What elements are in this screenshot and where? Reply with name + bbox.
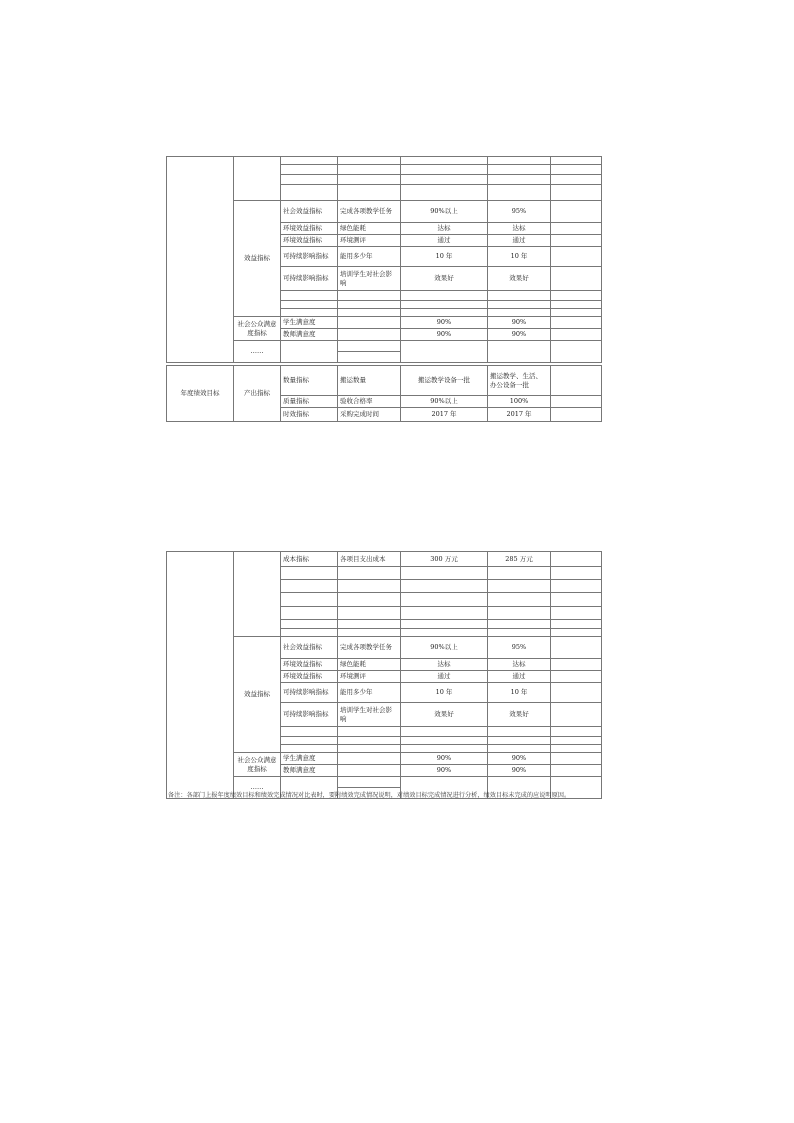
indicator-cell: 教师满意度 [281, 329, 338, 341]
actual-cell: 90% [488, 753, 551, 765]
target-cell: 10 年 [401, 247, 488, 267]
target-cell: 10 年 [401, 683, 488, 703]
indicator-cell: 质量指标 [281, 396, 338, 408]
target-cell: 通过 [401, 235, 488, 247]
content-cell: 完成各项教学任务 [338, 201, 401, 223]
target-cell: 搬运教学设备一批 [401, 366, 488, 396]
content-cell: 绿色能耗 [338, 659, 401, 671]
indicator-cell: 成本指标 [281, 552, 338, 567]
indicator-cell: 学生满意度 [281, 753, 338, 765]
indicator-cell: 教师满意度 [281, 765, 338, 777]
indicator-cell: 数量指标 [281, 366, 338, 396]
actual-cell: 达标 [488, 223, 551, 235]
satisfaction-group-label: 社会公众满意度指标 [234, 753, 281, 777]
actual-cell: 285 万元 [488, 552, 551, 567]
target-cell: 90% [401, 753, 488, 765]
content-cell: 各项目支出成本 [338, 552, 401, 567]
content-cell: 环境测评 [338, 671, 401, 683]
indicator-cell: 可持续影响指标 [281, 703, 338, 727]
content-cell: 环境测评 [338, 235, 401, 247]
ellipsis: …… [234, 341, 281, 363]
actual-cell: 10 年 [488, 247, 551, 267]
indicator-cell: 可持续影响指标 [281, 683, 338, 703]
target-cell: 90% [401, 317, 488, 329]
table-footnote: 备注：各部门上报年度绩效目标和绩效完成情况对比表时，要附绩效完成情况说明，对绩效目标完成情况进行分析，绩效目标未完成的应说明原因。 [168, 792, 571, 799]
indicator-cell: 可持续影响指标 [281, 247, 338, 267]
target-cell: 效果好 [401, 267, 488, 291]
indicator-cell: 环境效益指标 [281, 671, 338, 683]
actual-cell: 通过 [488, 235, 551, 247]
goal-column-blank [167, 552, 234, 799]
target-cell: 达标 [401, 223, 488, 235]
target-cell: 300 万元 [401, 552, 488, 567]
actual-cell: 95% [488, 201, 551, 223]
target-cell: 2017 年 [401, 408, 488, 422]
content-cell: 能用多少年 [338, 247, 401, 267]
indicator-cell: 环境效益指标 [281, 223, 338, 235]
actual-cell: 100% [488, 396, 551, 408]
content-cell: 培训学生对社会影响 [338, 703, 401, 727]
actual-cell: 2017 年 [488, 408, 551, 422]
actual-cell: 95% [488, 637, 551, 659]
actual-cell: 效果好 [488, 267, 551, 291]
goal-column-blank [167, 157, 234, 363]
content-cell: 验收合格率 [338, 396, 401, 408]
output-block [166, 365, 602, 422]
indicator-cell: 可持续影响指标 [281, 267, 338, 291]
indicator-cell: 学生满意度 [281, 317, 338, 329]
target-cell: 通过 [401, 671, 488, 683]
category-blank [234, 552, 281, 637]
performance-table-top [166, 156, 602, 363]
actual-cell: 90% [488, 765, 551, 777]
content-cell: 绿色能耗 [338, 223, 401, 235]
performance-table-bottom [166, 551, 602, 799]
target-cell: 达标 [401, 659, 488, 671]
content-cell: 搬运数量 [338, 366, 401, 396]
ellipsis: …… [234, 777, 281, 799]
content-cell: 采购完成时间 [338, 408, 401, 422]
indicator-cell: 时效指标 [281, 408, 338, 422]
target-cell: 效果好 [401, 703, 488, 727]
category-blank [234, 157, 281, 201]
target-cell: 90%以上 [401, 201, 488, 223]
table-row [167, 366, 602, 396]
indicator-cell: 环境效益指标 [281, 235, 338, 247]
indicator-cell: 社会效益指标 [281, 637, 338, 659]
actual-cell: 10 年 [488, 683, 551, 703]
content-cell: 培训学生对社会影响 [338, 267, 401, 291]
annual-goal-label: 年度绩效目标 [167, 366, 234, 422]
output-group-label: 产出指标 [234, 366, 281, 422]
indicator-cell: 环境效益指标 [281, 659, 338, 671]
benefit-group-label: 效益指标 [234, 201, 281, 317]
content-cell: 完成各项教学任务 [338, 637, 401, 659]
target-cell: 90% [401, 765, 488, 777]
satisfaction-group-label: 社会公众满意度指标 [234, 317, 281, 341]
actual-cell: 达标 [488, 659, 551, 671]
target-cell: 90% [401, 329, 488, 341]
actual-cell: 通过 [488, 671, 551, 683]
content-cell: 能用多少年 [338, 683, 401, 703]
indicator-cell: 社会效益指标 [281, 201, 338, 223]
actual-cell: 90% [488, 317, 551, 329]
actual-cell: 搬运教学、生活、办公设备一批 [488, 366, 551, 396]
table-row [167, 552, 602, 567]
benefit-group-label: 效益指标 [234, 637, 281, 753]
actual-cell: 90% [488, 329, 551, 341]
target-cell: 90%以上 [401, 637, 488, 659]
table-row [167, 157, 602, 165]
target-cell: 90%以上 [401, 396, 488, 408]
actual-cell: 效果好 [488, 703, 551, 727]
